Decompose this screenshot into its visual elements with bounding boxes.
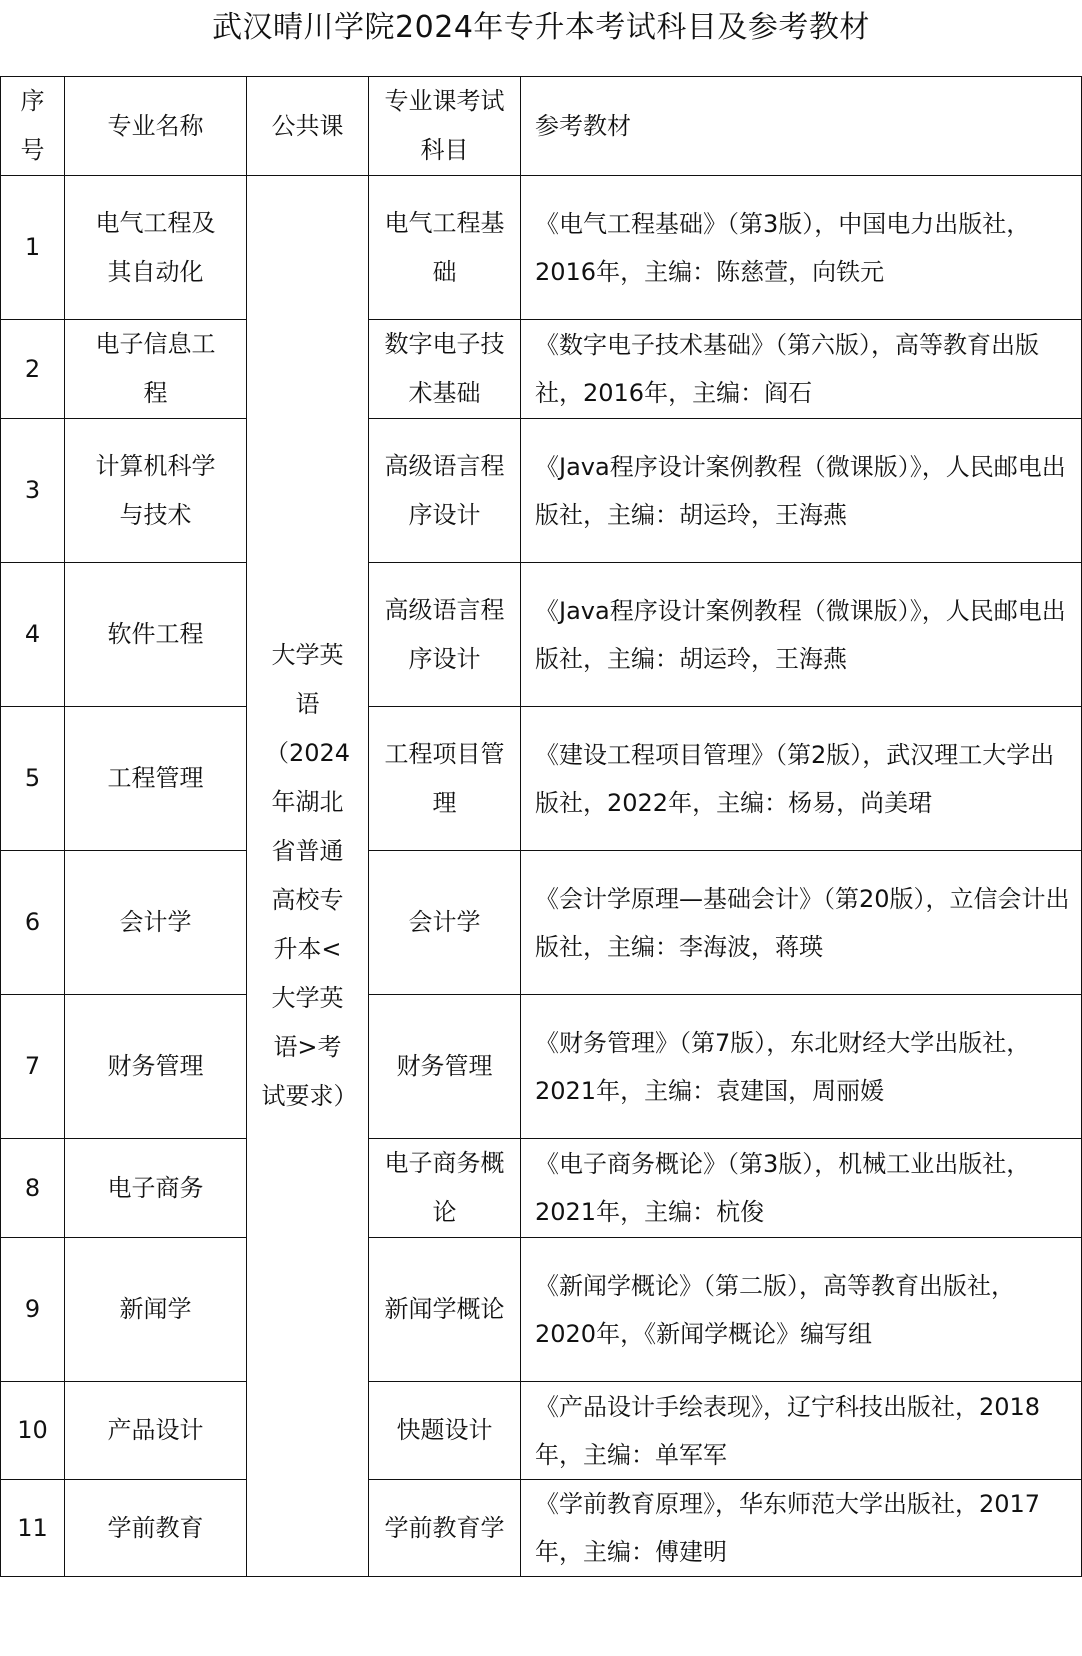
document-title: 武汉晴川学院2024年专升本考试科目及参考教材 (212, 10, 870, 45)
table-row (1, 563, 1082, 707)
row-num: 7 (1, 995, 65, 1139)
table-row (1, 851, 1082, 995)
row-num: 11 (1, 1480, 65, 1577)
row-num: 8 (1, 1139, 65, 1238)
row-textbook: 《电气工程基础》（第3版），中国电力出版社，2016年，主编：陈慈萱，向铁元 (521, 176, 1082, 320)
table-row (1, 320, 1082, 419)
row-num: 1 (1, 176, 65, 320)
row-major: 计算机科学与技术 (65, 419, 247, 563)
row-num: 3 (1, 419, 65, 563)
row-exam-subject: 工程项目管理 (369, 707, 521, 851)
row-major: 产品设计 (65, 1382, 247, 1480)
row-num: 2 (1, 320, 65, 419)
row-major: 电子商务 (65, 1139, 247, 1238)
table-row (1, 1238, 1082, 1382)
table-row (1, 176, 1082, 320)
row-major: 学前教育 (65, 1480, 247, 1577)
row-exam-subject: 学前教育学 (369, 1480, 521, 1577)
row-num: 5 (1, 707, 65, 851)
row-exam-subject: 快题设计 (369, 1382, 521, 1480)
table-row (1, 707, 1082, 851)
row-exam-subject: 高级语言程序设计 (369, 563, 521, 707)
row-textbook: 《建设工程项目管理》（第2版），武汉理工大学出版社，2022年，主编：杨易，尚美珺 (521, 707, 1082, 851)
table-header-row (1, 77, 1082, 176)
row-exam-subject: 会计学 (369, 851, 521, 995)
table-row (1, 995, 1082, 1139)
table-row (1, 1139, 1082, 1238)
row-major: 新闻学 (65, 1238, 247, 1382)
row-textbook: 《Java程序设计案例教程（微课版）》，人民邮电出版社，主编：胡运玲，王海燕 (521, 419, 1082, 563)
row-exam-subject: 电气工程基础 (369, 176, 521, 320)
row-exam-subject: 财务管理 (369, 995, 521, 1139)
row-major: 软件工程 (65, 563, 247, 707)
table-row (1, 1480, 1082, 1577)
exam-subjects-table (0, 76, 1082, 1577)
row-num: 9 (1, 1238, 65, 1382)
header-textbook: 参考教材 (521, 77, 1082, 176)
row-textbook: 《财务管理》（第7版），东北财经大学出版社，2021年，主编：袁建国，周丽媛 (521, 995, 1082, 1139)
row-major: 会计学 (65, 851, 247, 995)
row-exam-subject: 电子商务概论 (369, 1139, 521, 1238)
row-textbook: 《产品设计手绘表现》，辽宁科技出版社，2018年，主编：单军军 (521, 1382, 1082, 1480)
table-row (1, 419, 1082, 563)
public-course-cell: 大学英语（2024年湖北省普通高校专升本<大学英语>考试要求） (247, 176, 369, 1577)
row-exam-subject: 高级语言程序设计 (369, 419, 521, 563)
row-textbook: 《电子商务概论》（第3版），机械工业出版社，2021年，主编：杭俊 (521, 1139, 1082, 1238)
row-major: 工程管理 (65, 707, 247, 851)
row-textbook: 《学前教育原理》，华东师范大学出版社，2017年，主编：傅建明 (521, 1480, 1082, 1577)
header-major: 专业名称 (65, 77, 247, 176)
row-textbook: 《会计学原理—基础会计》（第20版），立信会计出版社，主编：李海波，蒋瑛 (521, 851, 1082, 995)
table-row (1, 1382, 1082, 1480)
row-exam-subject: 数字电子技术基础 (369, 320, 521, 419)
row-textbook: 《数字电子技术基础》（第六版），高等教育出版社，2016年，主编：阎石 (521, 320, 1082, 419)
row-major: 电子信息工程 (65, 320, 247, 419)
header-exam-subject: 专业课考试科目 (369, 77, 521, 176)
row-major: 电气工程及其自动化 (65, 176, 247, 320)
row-textbook: 《新闻学概论》（第二版），高等教育出版社，2020年，《新闻学概论》编写组 (521, 1238, 1082, 1382)
row-exam-subject: 新闻学概论 (369, 1238, 521, 1382)
row-num: 4 (1, 563, 65, 707)
row-num: 6 (1, 851, 65, 995)
row-major: 财务管理 (65, 995, 247, 1139)
row-num: 10 (1, 1382, 65, 1480)
row-textbook: 《Java程序设计案例教程（微课版）》，人民邮电出版社，主编：胡运玲，王海燕 (521, 563, 1082, 707)
header-public-course: 公共课 (247, 77, 369, 176)
header-num: 序号 (1, 77, 65, 176)
